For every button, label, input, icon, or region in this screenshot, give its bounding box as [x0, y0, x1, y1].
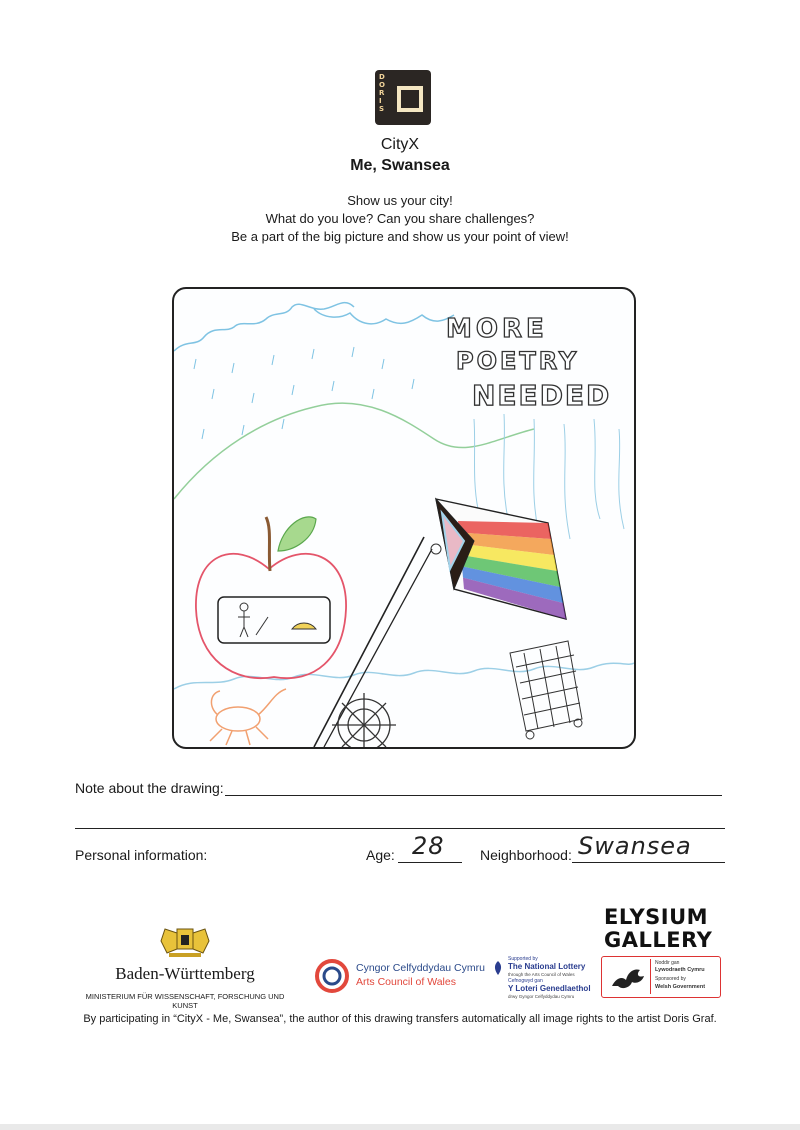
lottery-cy-sub: drwy Gyngor Celfyddydau Cymru — [508, 994, 575, 999]
wg-divider — [650, 959, 651, 994]
project-name: CityX — [380, 136, 420, 153]
logo-letters: D O R I S — [379, 73, 386, 113]
neighborhood-line — [572, 862, 725, 863]
lottery-supported: Supported by — [508, 956, 538, 962]
acw-welsh: Cyngor Celfyddydau Cymru — [356, 962, 485, 974]
lottery-name: The National Lottery — [508, 962, 586, 971]
bw-logo — [75, 925, 295, 1010]
bw-ministry: MINISTERIUM FÜR WISSENSCHAFT, FORSCHUNG UND KUNST — [85, 992, 285, 1010]
bw-crest-icon — [155, 925, 215, 959]
elysium-gallery-logo — [604, 906, 712, 952]
apple-stem — [266, 517, 270, 571]
text-needed: NEEDED — [472, 379, 612, 412]
crab — [210, 689, 286, 745]
wg-lywodraeth: Lywodraeth Cymru — [655, 967, 705, 973]
lottery-sub: through the Arts Council of Wales — [508, 972, 575, 977]
lottery-cy-pre: Cefnogwyd gan — [508, 978, 543, 984]
wg-sponsored: Sponsored by — [655, 976, 686, 982]
page-title: Me, Swansea — [350, 157, 450, 174]
stick-figure — [238, 603, 268, 637]
rights-disclaimer: By participating in “CityX - Me, Swansea”, the author of this drawing transfers automatically all image rights to the artist Doris Graf. — [83, 1013, 717, 1025]
rain-drops — [194, 347, 414, 439]
apple-leaf — [278, 517, 316, 551]
text-poetry: POETRY — [456, 347, 580, 375]
age-label: Age: — [366, 847, 395, 863]
flag-pole — [314, 537, 424, 747]
apple-window — [218, 597, 330, 643]
intro-line: What do you love? Can you share challenges? — [265, 211, 535, 226]
lottery-cy-name: Y Loteri Genedlaethol — [508, 984, 591, 993]
logo-square — [397, 86, 423, 112]
note-label: Note about the drawing: — [75, 780, 224, 796]
cloud-middle — [314, 309, 454, 324]
text-more: MORE — [446, 314, 548, 344]
neighborhood-label: Neighborhood: — [480, 847, 572, 863]
wg-government: Welsh Government — [655, 984, 706, 990]
bw-name: Baden-Württemberg — [115, 964, 255, 983]
hill — [174, 403, 534, 499]
wg-noddir: Noddir gan — [655, 960, 680, 966]
acw-ring-icon — [314, 958, 350, 994]
gallery-word: GALLERY — [604, 928, 713, 952]
neighborhood-field[interactable]: Swansea — [578, 832, 692, 860]
age-line — [398, 862, 462, 863]
note-line-2[interactable] — [75, 828, 725, 829]
welsh-government-logo — [601, 956, 721, 998]
welsh-dragon-icon — [608, 960, 648, 994]
lottery-hand-icon — [492, 960, 504, 974]
page-edge — [0, 1124, 800, 1130]
poetry-text — [446, 314, 611, 412]
child-drawing — [174, 289, 634, 747]
elysium-word: ELYSIUM — [604, 905, 709, 929]
personal-info-label: Personal information: — [75, 847, 208, 863]
boat-sketch — [292, 623, 316, 629]
ship-wheel — [332, 693, 396, 747]
progress-pride-flag — [431, 499, 566, 619]
drawing-frame — [172, 287, 636, 749]
intro-text — [0, 192, 800, 246]
age-field[interactable]: 28 — [412, 832, 445, 860]
intro-line: Be a part of the big picture and show us your point of view! — [231, 229, 569, 244]
note-line[interactable] — [225, 795, 722, 796]
basket — [510, 641, 582, 739]
doris-graf-logo — [375, 70, 431, 125]
intro-line: Show us your city! — [347, 193, 453, 208]
cloud-left — [174, 303, 354, 351]
acw-english: Arts Council of Wales — [356, 976, 456, 988]
